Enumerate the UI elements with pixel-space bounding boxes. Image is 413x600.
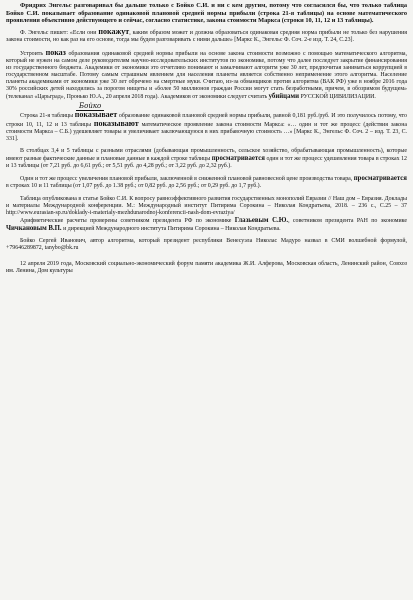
document-page (6, 2, 407, 275)
handwritten-signature: Бойко (76, 103, 104, 111)
academy-body: образования одинаковой средней нормы прибыли на основе закона стоимости возможно с помощью математического алгоритма, который не нужен на самом деле руководителям научно-исследовательских институтов по экономике, потому что далее последует закрытие финансирования из государственного бюджета. Академики от экономики это отчетливо понимают и замалчивают алгоритм уже 30 лет, предпочитая заниматься коррупцией в государственном масштабе. Потому самым страшным явлением для населения планеты является собственно неприменение этого алгоритма. Население планеты академиками от экономики уже 30 лет обречено на смертные муки. Считаю, из-за обманщиков против алгоритма (ВАК РФ) уже в ноябре 2016 года 30% российских детей находились за порогом нищеты и «более 50 миллионов граждан России могут стать безработными, причем, в обозримом будущем» (телеканал «Царьград», Пронько Ю.А., 20 апреля 2018 года). Академиков от экономики следует считать (6, 50, 407, 101)
columns-paragraph (6, 148, 407, 170)
academy-emphasis: показ (45, 47, 66, 57)
row21-emphasis-2: показывают (93, 119, 139, 129)
engels-quote-paragraph (6, 28, 407, 44)
row21-body-2: математическое проявление закона стоимости Маркса: «… один и тот же процесс (действия закона стоимости Маркса – С.Б.) удешевляет товары и увеличивает заключающуюся в них прибавочную стоимость …» [Маркс К., Энгельс Ф. Соч. 2 – изд. Т. 23, С. 331]. (6, 122, 407, 143)
columns-prefix: В столбцах 3,4 и 5 таблицы с разными отраслями (добывающая промышленность, сельское хозяйство, обрабатывающая промышленность), которые имеют разные фактические данные и плановые данные в каждой строке таблицы (6, 148, 407, 163)
approver-name-2: Чичкановым В.П. (6, 224, 62, 232)
columns-body: один и тот же процесс удешевления товара в строках 12 и 13 таблицы (от 7,21 руб. до 6,61 руб.; от 5,51 руб. до 4,28 руб.; от 3,22 руб. до 2,32 руб.). (6, 156, 407, 170)
approval-prefix: Арифметические расчеты проверены советником президента РФ по экономике (20, 217, 232, 224)
row21-paragraph (6, 111, 407, 143)
surplus-emphasis: просматривается (353, 175, 407, 183)
quote-emphasis: покажут (98, 26, 130, 36)
academy-tail: РУССКОЙ ЦИВИЛИЗАЦИИ. (300, 94, 376, 101)
publication-paragraph: Таблица опубликована в статье Бойко С.И. К вопросу равноэффективного развития государственных монополий Евразии // Наш дом – Евразия. Доклады и материалы Международной конференции. М.: Международный институт Питирима Сорокина – Николая Кондратьева, 2018. – 236 с., С.25 – 37 http://www.eurasian-sp.ru/doklady-i-materialy-mezhdunarodnoj-konferencii-nash-dom-evraziya/ (6, 195, 407, 216)
columns-emphasis: просматривается (211, 155, 265, 163)
surplus-prefix: Один и тот же процесс увеличения плановой прибыли, заключенной в сниженной плановой равновесной цене производства товара, (20, 176, 353, 183)
author-paragraph: Бойко Сергей Иванович, автор алгоритма, который президент республики Венесуэла Николас Мадуро назвал в СМИ волшебной формулой, +79646289872, tanybo@bk.ru (6, 237, 407, 251)
academy-paragraph (6, 49, 407, 101)
footer-paragraph: 12 апреля 2019 года, Московский социально-экономический форум памяти академика Ж.И. Алферова, Московская область, Ленинский район, Совхоз им. Ленина, Дом культуры (6, 260, 407, 274)
academy-prefix: Устроить (20, 50, 44, 57)
surplus-body: в строках 10 и 11 таблицы (от 1,07 руб. до 1.38 руб.; от 0,82 руб. до 2,56 руб.; от 0,29 руб. до 1,7 руб.). (6, 183, 262, 190)
approval-mid: , советником президента РАН по экономике (288, 217, 407, 224)
approval-paragraph (6, 217, 407, 233)
approval-tail: и дирекцией Международного института Питирима Сорокина – Николая Кондратьева. (63, 225, 281, 232)
academy-emphasis-2: убийцами (268, 93, 300, 101)
quote-prefix: Ф. Энгельс пишет: «Если они (20, 29, 97, 36)
approver-name-1: Глазьевым С.Ю. (234, 216, 289, 224)
row21-body-1: образование одинаковой плановой средней нормы прибыли, равной 0,181 руб./руб. И это получилось потому, что строки 10, 11, 12 и 13 таблицы (6, 113, 407, 129)
surplus-paragraph (6, 175, 407, 190)
spacer (6, 252, 407, 257)
quote-suffix: , каким образом может и должна образоваться одинаковая средняя норма прибыли не только без нарушения закона стоимости, но как раз на его основе, тогда мы будем разговаривать с ними дальше» [Маркс К., Энгельс Ф. Соч. 2-е изд. Т. 24, С.23]. (6, 29, 408, 43)
row21-prefix: Строка 21-я таблицы (20, 113, 74, 120)
signature-line (6, 103, 407, 111)
row21-emphasis: показывает (74, 110, 118, 120)
intro-paragraph: Фридрих Энгельс разговаривал бы дальше только с Бойко С.И. и ни с кем другим, потому что согласился бы, что только таблица Бойко С.И. показывает образование одинаковой плановой средней нормы прибыли (строка 21-я таблицы) на основе математического проявления объективно действующего и сейчас, согласно статистике, закона стоимости Маркса (строки 10, 11, 12 и 13 таблицы). (6, 2, 407, 25)
